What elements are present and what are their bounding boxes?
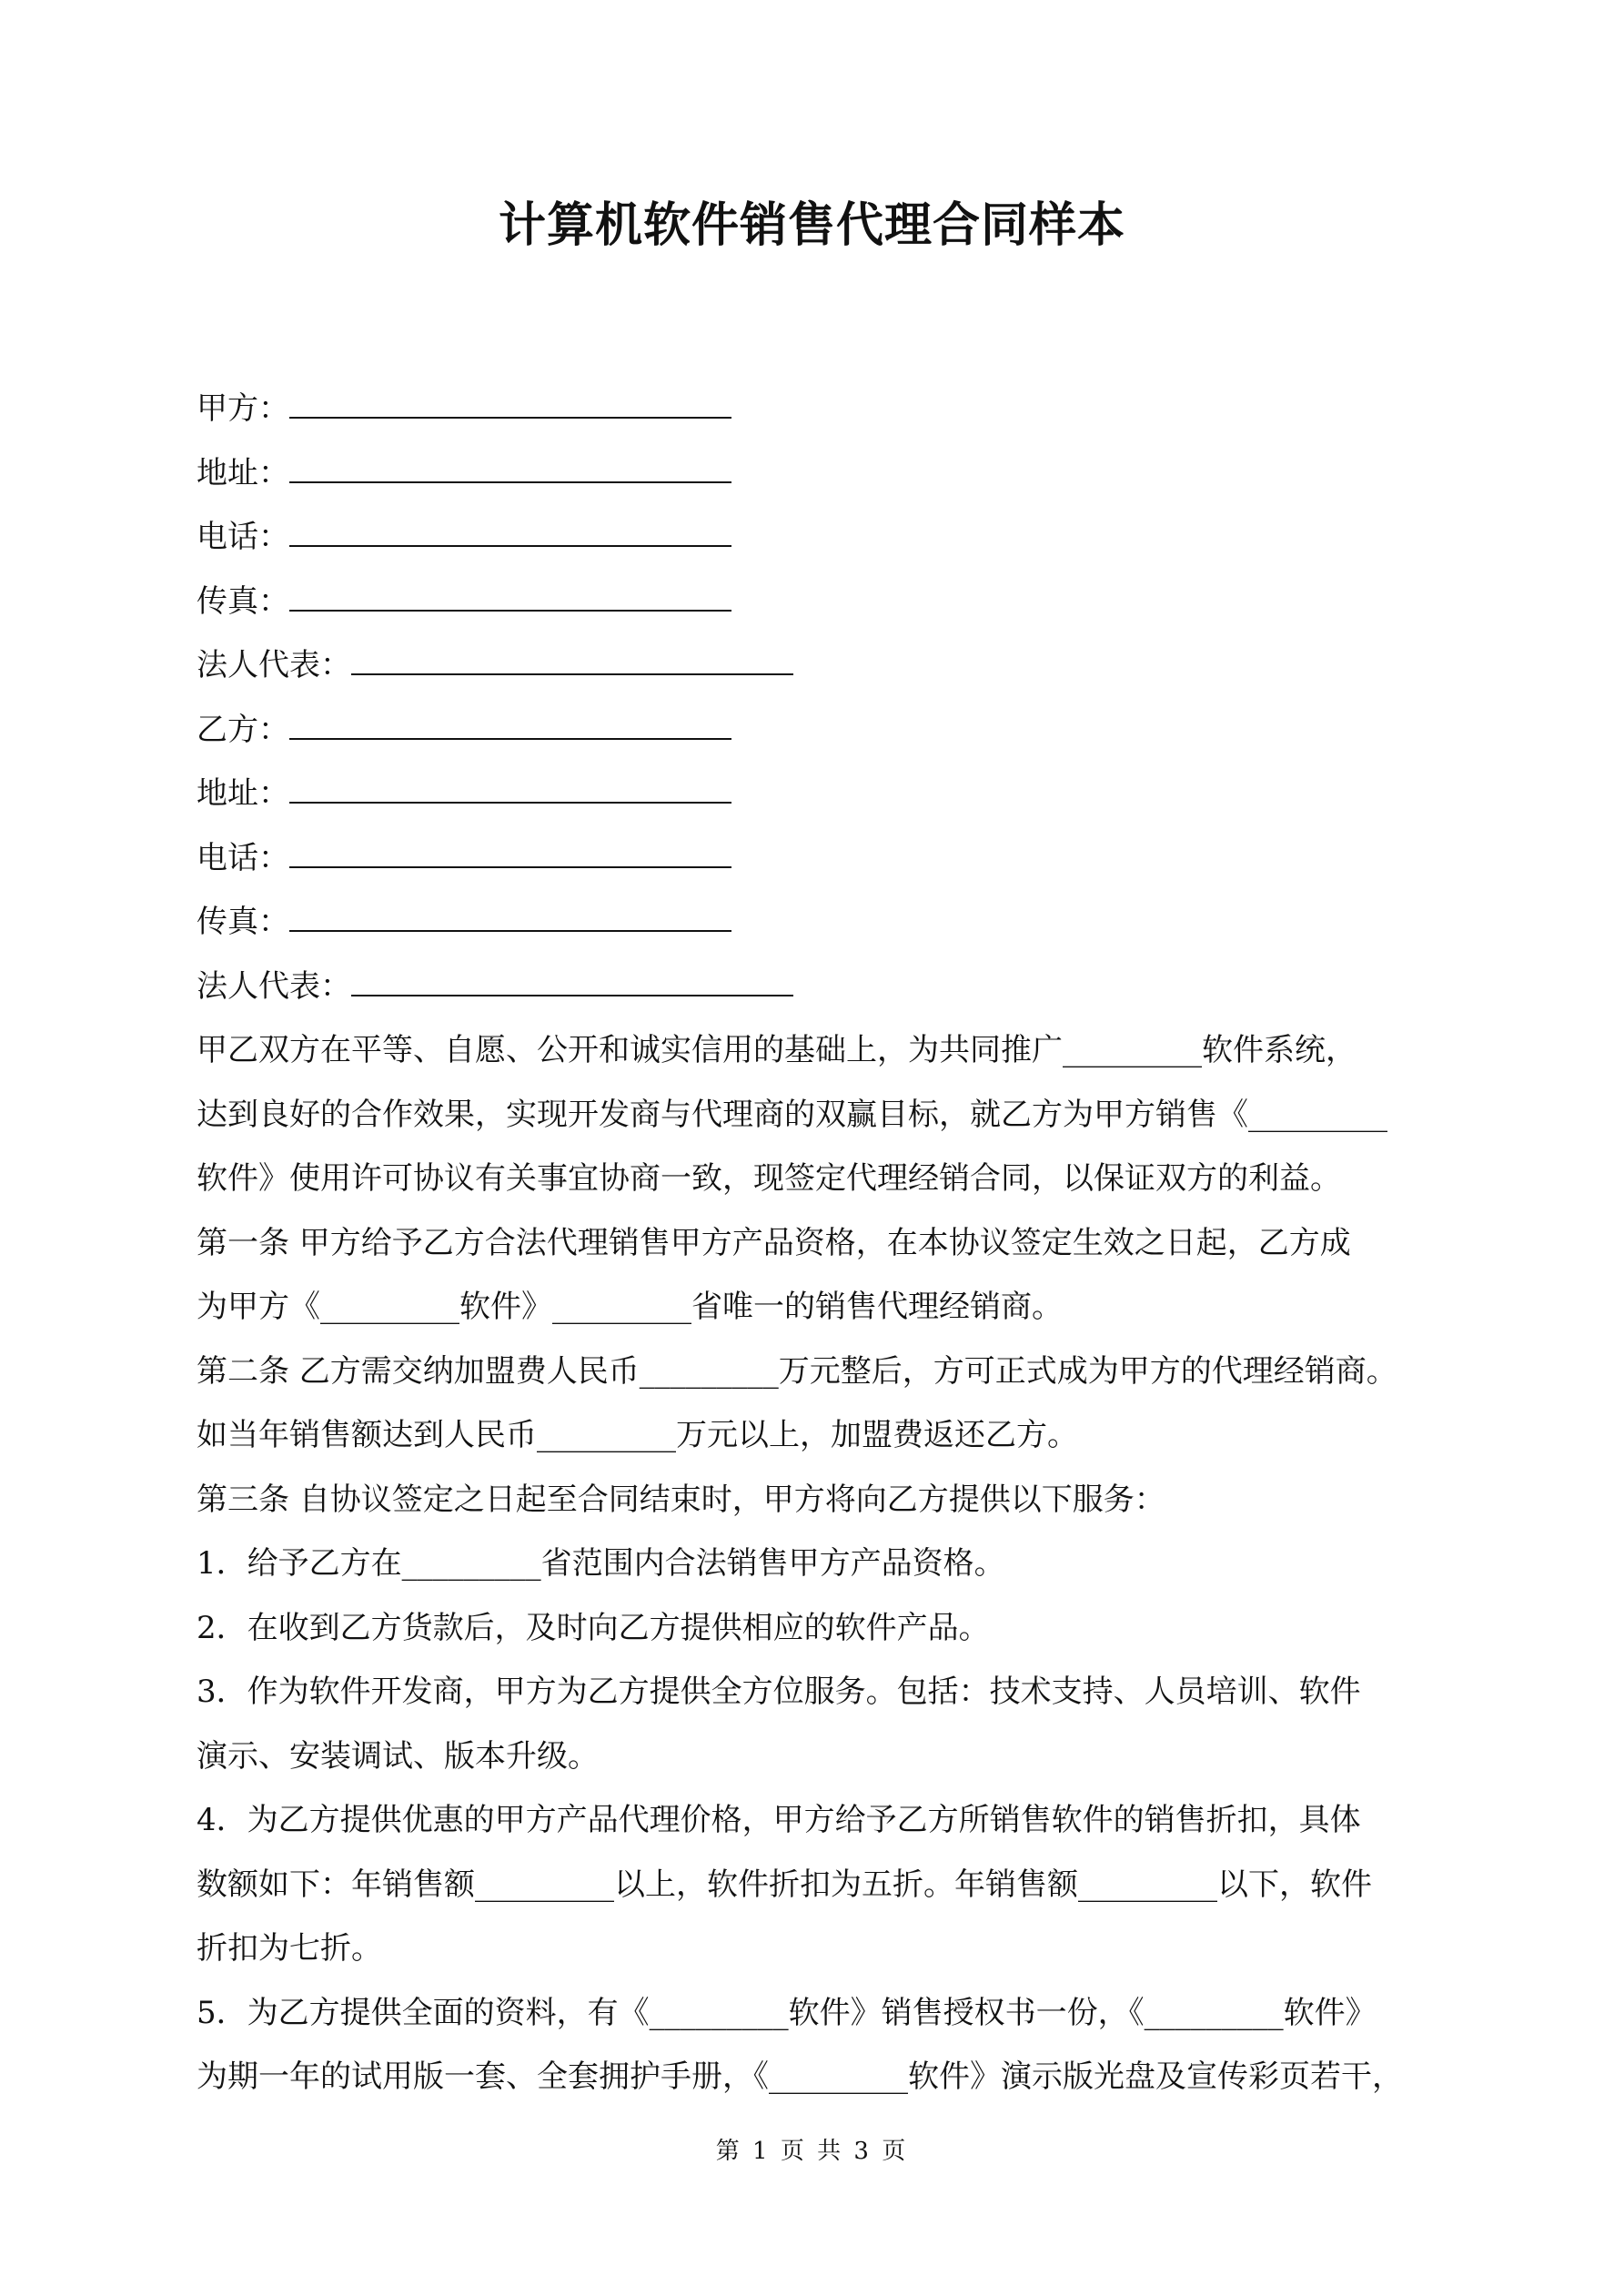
page-footer: 第 1 页 共 3 页 (715, 2138, 909, 2165)
paragraph-line: 甲乙双方在平等、自愿、公开和诚实信用的基础上，为共同推广_________软件系统， (197, 1032, 1357, 1068)
paragraph-line: 软件》使用许可协议有关事宜协商一致，现签定代理经销合同，以保证双方的利益。 (197, 1160, 1341, 1197)
party-a-address-field (197, 441, 1461, 506)
clause-4-line: 折扣为七折。 (197, 1930, 382, 1967)
party-b-address-field (197, 762, 1461, 826)
field-label: 地址： (197, 775, 289, 812)
paragraph-line: 达到良好的合作效果，实现开发商与代理商的双赢目标，就乙方为甲方销售《_________ (197, 1096, 1387, 1133)
fill-blank (289, 520, 731, 547)
fill-blank (289, 713, 731, 740)
fill-blank (289, 456, 731, 483)
field-label: 乙方： (197, 711, 289, 748)
clause-4-line: 4．为乙方提供优惠的甲方产品代理价格，甲方给予乙方所销售软件的销售折扣，具体 (197, 1802, 1361, 1838)
field-label: 甲方： (197, 390, 289, 427)
clause-3-line: 3．作为软件开发商，甲方为乙方提供全方位服务。包括：技术支持、人员培训、软件 (197, 1674, 1361, 1710)
party-a-phone-field (197, 505, 1461, 570)
field-label: 传真： (197, 904, 289, 940)
field-label: 传真： (197, 582, 289, 620)
article-2-line: 第二条 乙方需交纳加盟费人民币_________万元整后，方可正式成为甲方的代理经销商。 (197, 1352, 1397, 1390)
party-a-representative-field (197, 633, 1461, 698)
clause-5-line: 5．为乙方提供全面的资料，有《_________软件》销售授权书一份，《_________软件》 (197, 1994, 1377, 2031)
field-label: 电话： (197, 519, 289, 555)
field-label: 法人代表： (197, 967, 351, 1005)
clause-1-line: 1．给予乙方在_________省范围内合法销售甲方产品资格。 (197, 1545, 1005, 1582)
document-body (197, 377, 1461, 2109)
article-1-line: 为甲方《_________软件》_________省唯一的销售代理经销商。 (197, 1289, 1063, 1325)
fill-blank (289, 841, 731, 868)
fill-blank (289, 391, 731, 419)
party-a-fax-field (197, 570, 1461, 634)
field-label: 法人代表： (197, 647, 351, 683)
party-a-field (197, 377, 1461, 441)
fill-blank (351, 648, 793, 675)
clause-2-line: 2．在收到乙方货款后，及时向乙方提供相应的软件产品。 (197, 1609, 990, 1646)
field-label: 电话： (197, 839, 289, 876)
article-2-line: 如当年销售额达到人民币_________万元以上，加盟费返还乙方。 (197, 1417, 1078, 1453)
party-b-phone-field (197, 826, 1461, 891)
party-b-field (197, 698, 1461, 763)
fill-blank (289, 776, 731, 804)
document-title: 计算机软件销售代理合同样本 (498, 198, 1125, 253)
clause-3-line: 演示、安装调试、版本升级。 (197, 1737, 599, 1775)
article-1-line: 第一条 甲方给予乙方合法代理销售甲方产品资格，在本协议签定生效之日起，乙方成 (197, 1224, 1351, 1261)
fill-blank (289, 584, 731, 612)
article-3-line: 第三条 自协议签定之日起至合同结束时，甲方将向乙方提供以下服务： (197, 1481, 1165, 1518)
party-b-representative-field (197, 955, 1461, 1019)
clause-5-line: 为期一年的试用版一套、全套拥护手册，《_________软件》演示版光盘及宣传彩页若干， (197, 2058, 1403, 2095)
field-label: 地址： (197, 454, 289, 491)
clause-4-line: 数额如下：年销售额_________以上，软件折扣为五折。年销售额_________以下，软件 (197, 1866, 1372, 1903)
fill-blank (351, 969, 793, 996)
party-b-fax-field (197, 890, 1461, 955)
fill-blank (289, 905, 731, 932)
